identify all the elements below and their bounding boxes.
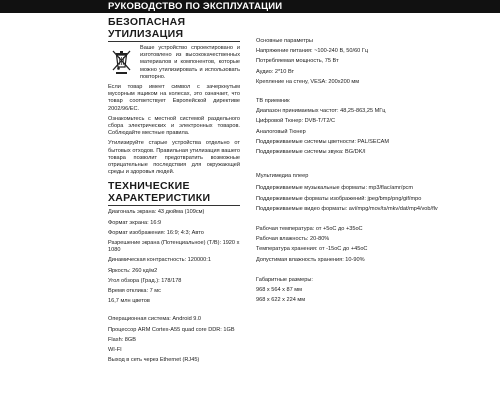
vesa-mount: Крепление на стену, VESA: 200x200 мм — [256, 78, 360, 85]
storage-temperature: Температура хранения: от -15oС до +45oС — [256, 246, 368, 253]
video-formats: Поддерживаемые видео форматы: avi/mpg/mov/ts/mkv/dat/mp4/vob/flv — [256, 205, 438, 212]
sound-systems: Поддерживаемые системы звука: BG/DK/I — [256, 149, 366, 156]
right-column — [256, 16, 492, 307]
spec-os: Операционная система: Android 9.0 — [108, 316, 202, 323]
specs-title: ТЕХНИЧЕСКИЕ ХАРАКТЕРИСТИКИ — [108, 180, 211, 205]
basic-params-heading: Основные параметры — [256, 38, 313, 44]
manual-header — [0, 0, 500, 13]
operating-humidity: Рабочая влажность: 20-80% — [256, 236, 330, 243]
disposal-paragraph-3: Ознакомьтесь с местной системой раздельного сбора электрических и электронных товаров. Соблюдайте местные правила. — [108, 115, 240, 137]
spec-network: Выход в сеть через Ethernet (RJ45) — [108, 357, 200, 364]
dimensions-with-stand: 968 x 622 x 224 мм — [256, 297, 306, 304]
frequency-range: Диапазон принимаемых частот: 48,25-863,25 МГц — [256, 108, 386, 115]
spec-flash: Flash: 8GB — [108, 336, 136, 343]
music-formats: Поддерживаемые музыкальные форматы: mp3/flac/amr/pcm — [256, 185, 414, 192]
color-systems: Поддерживаемые системы цветности: PAL/SECAM — [256, 138, 390, 145]
disposal-paragraph-1: Ваше устройство спроектировано и изготовлено из высококачественных материалов и компонентов, которые можно утилизировать и использовать повторно. — [140, 45, 240, 80]
spec-response-time: Время отклика: 7 мс — [108, 288, 161, 295]
disposal-title: БЕЗОПАСНАЯ УТИЛИЗАЦИЯ — [108, 16, 186, 40]
spec-resolution: Разрешение экрана (Потенциальное) (T/B): 1920 x 1080 — [108, 240, 240, 254]
dimensions-heading: Габаритные размеры: — [256, 276, 313, 283]
dimensions-without-stand: 968 x 564 x 87 мм — [256, 287, 302, 294]
spec-view-angle: Угол обзора (Град.): 178/178 — [108, 277, 182, 284]
spec-colors: 16,7 млн цветов — [108, 298, 150, 305]
specs-divider — [108, 205, 240, 206]
crossed-out-wheeled-bin-icon — [108, 49, 136, 75]
digital-tuner: Цифровой Тюнер: DVB-T/T2/C — [256, 118, 336, 125]
power-voltage: Напряжение питания: ~100-240 В, 50/60 Гц — [256, 48, 369, 55]
spec-image-format: Формат изображения: 16:9; 4:3; Авто — [108, 229, 204, 236]
spec-screen-format: Формат экрана: 16:9 — [108, 219, 162, 226]
spec-cpu: Процессор ARM Cortex-A55 quad core DDR: 1GB — [108, 326, 235, 333]
spec-brightness: Яркость: 260 кд/м2 — [108, 267, 158, 274]
spec-contrast: Динамическая контрастность: 120000:1 — [108, 257, 211, 264]
multimedia-heading: Мультимедиа плеер — [256, 173, 309, 180]
power-consumption: Потребляемая мощность, 75 Вт — [256, 58, 339, 65]
left-column — [108, 16, 240, 368]
operating-temperature: Рабочая температура: от +5oС до +35oС — [256, 226, 363, 233]
disposal-divider — [108, 41, 240, 42]
disposal-paragraph-4: Утилизируйте старые устройства отдельно от бытовых отходов. Правильная утилизация вашего товара позволит предотвратить возможные отрицательные последствия для окружающей среды и здоровья людей. — [108, 140, 240, 176]
spec-wifi: WI-FI — [108, 347, 122, 354]
analog-tuner: Аналоговый Тюнер — [256, 128, 306, 135]
disposal-paragraph-2: Если товар имеет символ с зачеркнутым мусорным ящиком на колесах, это означает, что товар соответствует Европейской директиве 2002/96/ЕС. — [108, 84, 240, 112]
tv-receiver-heading: ТВ приемник — [256, 98, 290, 105]
manual-title: РУКОВОДСТВО ПО ЭКСПЛУАТАЦИИ — [108, 1, 283, 12]
storage-humidity: Допустимая влажность хранения: 10-90% — [256, 256, 365, 263]
audio-output: Аудио: 2*10 Вт — [256, 68, 295, 75]
image-formats: Поддерживаемые форматы изображений: jpeg/bmp/png/gif/mpo — [256, 195, 422, 202]
disposal-section — [108, 45, 240, 176]
spec-screen-diagonal: Диагональ экрана: 43 дюйма (109см) — [108, 209, 205, 216]
